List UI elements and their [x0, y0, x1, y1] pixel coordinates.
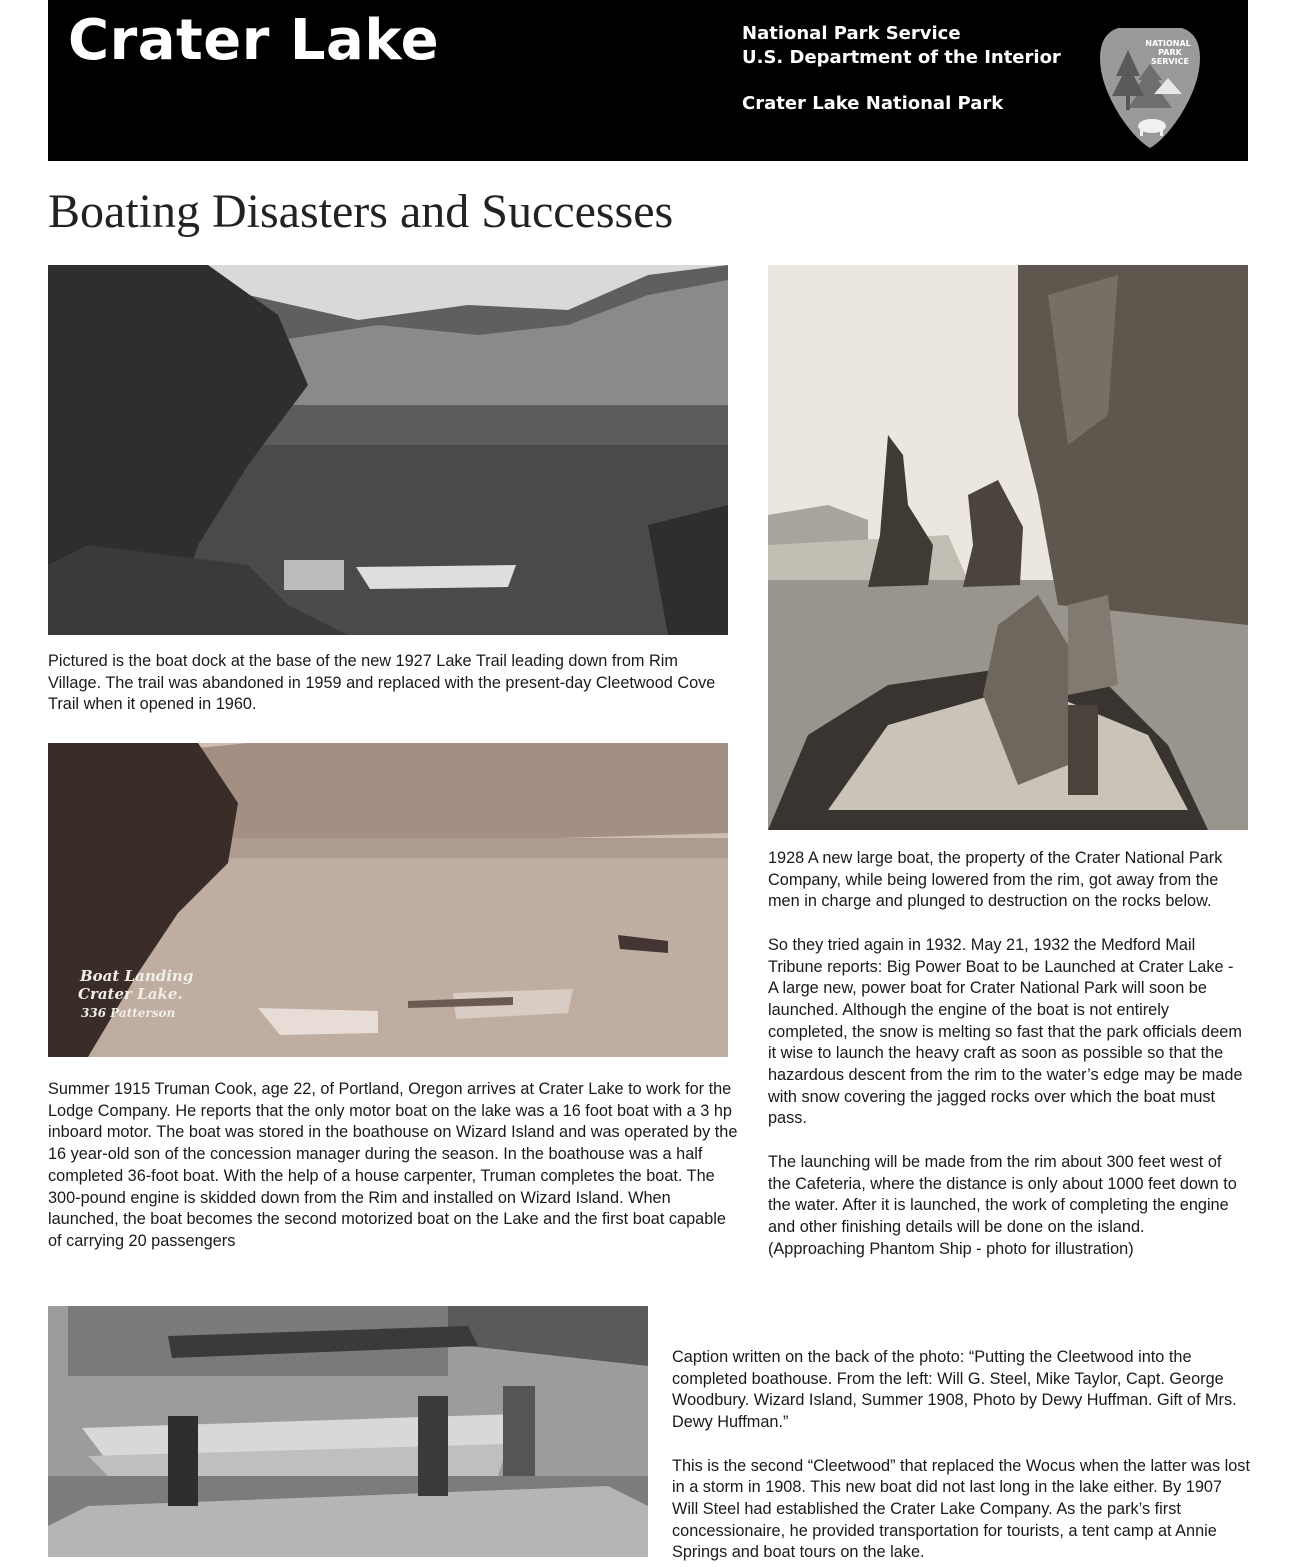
cleetwood-caption-p2: This is the second “Cleetwood” that replaced the Wocus when the latter was lost in a storm in 1908. This new boat did not last long in the lake either. By 1907 Will Steel had established the Crater Lake Company. As the park’s first concessionaire, he provided transportation for tourists, a tent camp at Annie Springs and boat tours on the lake.	[672, 1456, 1250, 1562]
header-band	[48, 0, 1248, 161]
agency-block	[742, 22, 1061, 116]
boat-dock-photo	[48, 265, 728, 635]
agency-line-1: National Park Service	[742, 23, 961, 44]
phantom-ship-caption	[768, 848, 1243, 1260]
phantom-ship-photo	[768, 265, 1248, 830]
cleetwood-boathouse-photo	[48, 1306, 648, 1557]
agency-line-2: U.S. Department of the Interior	[742, 47, 1061, 68]
logo-text-park: PARK	[1158, 48, 1182, 57]
phantom-ship-caption-p3: The launching will be made from the rim about 300 feet west of the Cafeteria, where the distance is only about 1000 feet down to the water. After it is launched, the work of completing the engine and other finishing details will be done on the island. (Approaching Phantom Ship - photo for illustration)	[768, 1152, 1237, 1258]
cleetwood-caption-p1: Caption written on the back of the photo: “Putting the Cleetwood into the completed boathouse. From the left: Will G. Steel, Mike Taylor, Capt. George Woodbury. Wizard Island, Summer 1908, Photo by Dewy Huffman. Gift of Mrs. Dewy Huffman.”	[672, 1348, 1237, 1432]
boat-dock-caption	[48, 651, 723, 716]
page-title: Boating Disasters and Successes	[48, 185, 674, 238]
logo-text-service: SERVICE	[1151, 57, 1189, 66]
logo-text-national: NATIONAL	[1145, 39, 1191, 48]
boat-dock-caption-text: Pictured is the boat dock at the base of the new 1927 Lake Trail leading down from Rim Village. The trail was abandoned in 1959 and replaced with the present-day Cleetwood Cove Trail when it opened in 1960.	[48, 652, 716, 714]
park-title: Crater Lake	[68, 8, 440, 73]
boat-landing-photo	[48, 743, 728, 1057]
cleetwood-caption	[672, 1347, 1252, 1564]
boat-landing-caption	[48, 1079, 740, 1253]
phantom-ship-caption-p2: So they tried again in 1932. May 21, 1932 the Medford Mail Tribune reports: Big Power Boat to be Launched at Crater Lake - A large new, power boat for Crater National Park will soon be launched. Although the engine of the boat is not entirely completed, the snow is melting so fast that the park officials deem it wise to launch the heavy craft as soon as possible so that the hazardous descent from the rim to the water’s edge may be made with snow covering the jagged rocks over which the boat must pass.	[768, 935, 1243, 1128]
boat-landing-inscription: Boat Landing Crater Lake. 336 Patterson	[78, 967, 194, 1020]
phantom-ship-caption-p1: 1928 A new large boat, the property of the Crater National Park Company, while being lowered from the rim, got away from the men in charge and plunged to destruction on the rocks below.	[768, 849, 1223, 911]
nps-arrowhead-icon	[1096, 24, 1204, 150]
boat-landing-caption-text: Summer 1915 Truman Cook, age 22, of Portland, Oregon arrives at Crater Lake to work for the Lodge Company. He reports that the only motor boat on the lake was a 16 foot boat with a 3 hp inboard motor. The boat was stored in the boathouse on Wizard Island and was operated by the 16 year-old son of the concession manager during the season. In the boathouse was a half completed 36-foot boat. With the help of a house carpenter, Truman completes the boat. The 300-pound engine is skidded down from the Rim and installed on Wizard Island. When launched, the boat becomes the second motorized boat on the Lake and the first boat capable of carrying 20 passengers	[48, 1080, 738, 1250]
park-name: Crater Lake National Park	[742, 93, 1004, 114]
